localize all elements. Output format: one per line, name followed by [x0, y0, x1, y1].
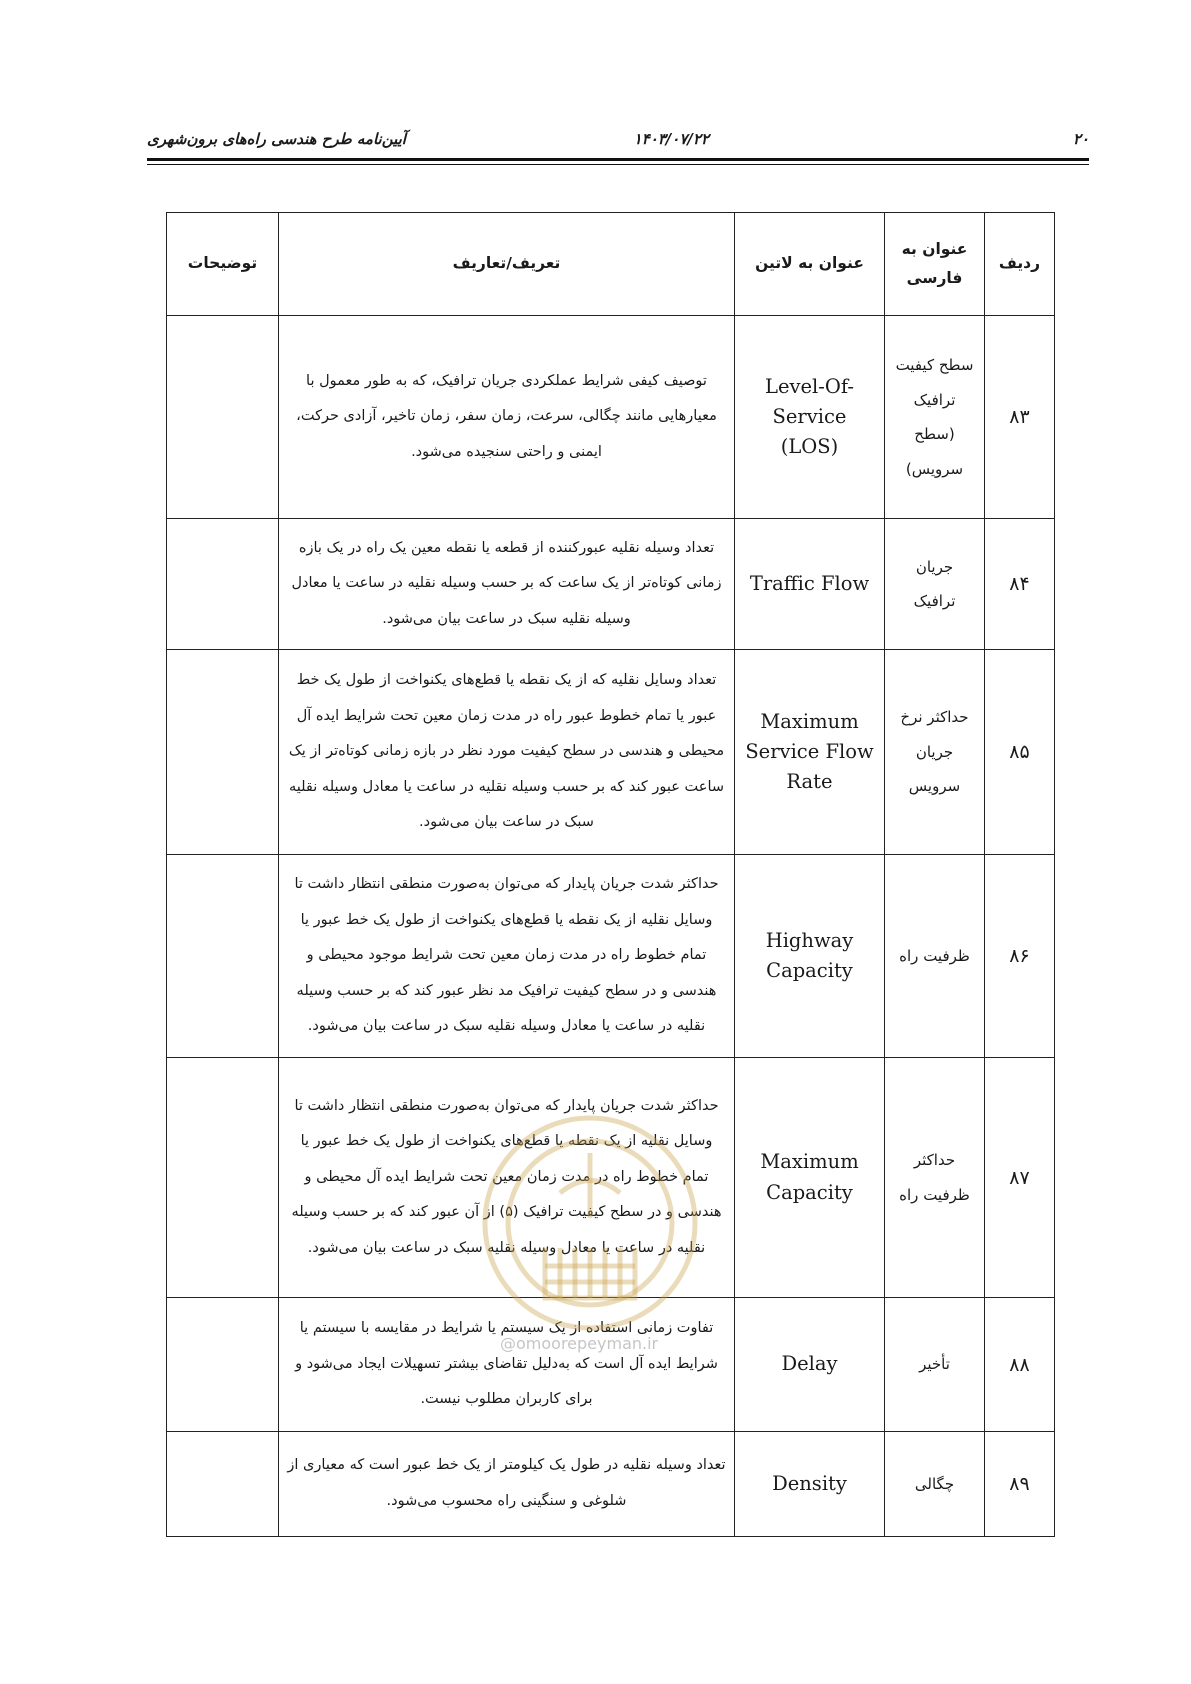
header-definition: تعریف/تعاریف: [279, 213, 735, 316]
row-number: ۸۳: [985, 316, 1055, 519]
definition: تفاوت زمانی استفاده از یک سیستم یا شرایط در مقایسه با سیستم یا شرایط ایده آل است که به‌دلیل تقاضای بیشتر تسهیلات ایجاد می‌شود و برای کاربران مطلوب نیست.: [279, 1298, 735, 1432]
table-row: [167, 855, 1055, 1058]
row-number: ۸۶: [985, 855, 1055, 1058]
page-header: [147, 130, 1089, 160]
definition: توصیف کیفی شرایط عملکردی جریان ترافیک، که به طور معمول با معیارهایی مانند چگالی، سرعت، زمان سفر، زمان تاخیر، آزادی حرکت، ایمنی و راحتی سنجیده می‌شود.: [279, 316, 735, 519]
table-row: [167, 1298, 1055, 1432]
persian-title: حداکثر ظرفیت راه: [885, 1058, 985, 1298]
persian-title: حداکثر نرخ جریان سرویس: [885, 650, 985, 855]
definition: حداکثر شدت جریان پایدار که می‌توان به‌صورت منطقی انتظار داشت تا وسایل نقلیه از یک نقطه یا قطع‌های یکنواخت از طول یک خط عبور یا تمام خطوط راه در مدت زمان معین تحت شرایط موجود محیطی و هندسی و در سطح کیفیت ترافیک مد نظر عبور کند که بر حسب وسیله نقلیه در ساعت یا معادل وسیله نقلیه سبک در ساعت بیان می‌شود.: [279, 855, 735, 1058]
watermark-text: @omoorepeyman.ir: [500, 1334, 659, 1353]
document-date: ۱۴۰۳/۰۷/۲۲: [633, 130, 709, 148]
notes: [167, 316, 279, 519]
latin-title: Delay: [735, 1298, 885, 1432]
latin-title: Level-Of-Service (LOS): [735, 316, 885, 519]
row-number: ۸۷: [985, 1058, 1055, 1298]
latin-title: Maximum Service Flow Rate: [735, 650, 885, 855]
row-number: ۸۵: [985, 650, 1055, 855]
table-row: [167, 519, 1055, 650]
row-number: ۸۹: [985, 1432, 1055, 1537]
row-number: ۸۴: [985, 519, 1055, 650]
header-persian-title: عنوان به فارسی: [885, 213, 985, 316]
row-number: ۸۸: [985, 1298, 1055, 1432]
document-title: آیین‌نامه طرح هندسی راه‌های برون‌شهری: [147, 130, 406, 148]
header-rule-thick: [147, 158, 1089, 161]
notes: [167, 519, 279, 650]
page-number: ۲۰: [1072, 130, 1089, 148]
notes: [167, 855, 279, 1058]
table-header-row: [167, 213, 1055, 316]
header-row-number: ردیف: [985, 213, 1055, 316]
definition: تعداد وسایل نقلیه که از یک نقطه یا قطع‌های یکنواخت از طول یک خط عبور یا تمام خطوط عبور راه در مدت زمان معین تحت شرایط ایده آل محیطی و هندسی در سطح کیفیت مورد نظر در بازه زمانی کوتاه‌تر از یک ساعت عبور کند که بر حسب وسیله نقلیه در ساعت یا معادل وسیله نقلیه سبک در ساعت بیان می‌شود.: [279, 650, 735, 855]
latin-title: Density: [735, 1432, 885, 1537]
definition: تعداد وسیله نقلیه در طول یک کیلومتر از یک خط عبور است که معیاری از شلوغی و سنگینی راه محسوب می‌شود.: [279, 1432, 735, 1537]
latin-title: Traffic Flow: [735, 519, 885, 650]
definition: حداکثر شدت جریان پایدار که می‌توان به‌صورت منطقی انتظار داشت تا وسایل نقلیه از یک نقطه یا قطع‌های یکنواخت از طول یک خط عبور یا تمام خطوط راه در مدت زمان معین تحت شرایط ایده آل محیطی و هندسی و در سطح کیفیت ترافیک (۵) از آن عبور کند که بر حسب وسیله نقلیه در ساعت یا معادل وسیله نقلیه سبک در ساعت بیان می‌شود.: [279, 1058, 735, 1298]
table-row: [167, 1058, 1055, 1298]
persian-title: جریان ترافیک: [885, 519, 985, 650]
table-row: [167, 650, 1055, 855]
header-latin-title: عنوان به لاتین: [735, 213, 885, 316]
persian-title: سطح کیفیت ترافیک (سطح سرویس): [885, 316, 985, 519]
persian-title: چگالی: [885, 1432, 985, 1537]
persian-title: ظرفیت راه: [885, 855, 985, 1058]
notes: [167, 1298, 279, 1432]
latin-title: Highway Capacity: [735, 855, 885, 1058]
notes: [167, 650, 279, 855]
latin-title: Maximum Capacity: [735, 1058, 885, 1298]
table-row: [167, 1432, 1055, 1537]
notes: [167, 1432, 279, 1537]
definition: تعداد وسیله نقلیه عبورکننده از قطعه یا نقطه معین یک راه در یک بازه زمانی کوتاه‌تر از یک ساعت که بر حسب وسیله نقلیه در ساعت یا معادل وسیله نقلیه سبک در ساعت بیان می‌شود.: [279, 519, 735, 650]
header-notes: توضیحات: [167, 213, 279, 316]
header-rule-thin: [147, 164, 1089, 165]
notes: [167, 1058, 279, 1298]
table-row: [167, 316, 1055, 519]
persian-title: تأخیر: [885, 1298, 985, 1432]
